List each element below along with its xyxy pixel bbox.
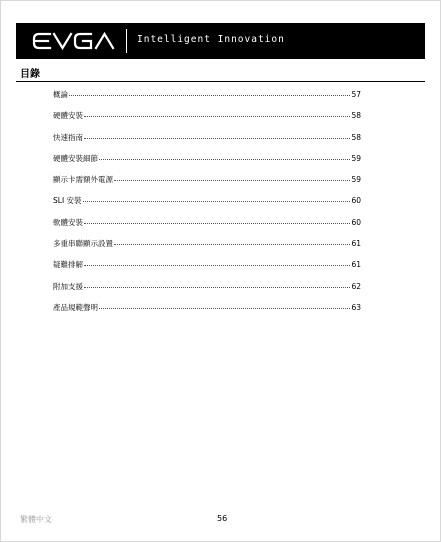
toc-entry-title: 附加支援	[53, 281, 83, 291]
dot-leader	[84, 116, 350, 117]
toc-entry-multi-display-setup[interactable]	[53, 238, 361, 259]
header-divider	[126, 29, 127, 53]
toc-entry-software-installation[interactable]	[53, 217, 361, 238]
dot-leader	[83, 201, 351, 202]
toc-entry-troubleshooting[interactable]	[53, 259, 361, 280]
toc-entry-page: 58	[351, 111, 361, 121]
dot-leader	[99, 308, 350, 309]
dot-leader	[69, 95, 350, 96]
toc-entry-title: 概論	[53, 90, 68, 99]
toc-entry-page: 60	[351, 217, 361, 227]
toc-entry-sli-installation[interactable]	[53, 195, 361, 216]
dot-leader	[84, 287, 350, 288]
toc-entry-title: 軟體安裝	[53, 217, 83, 227]
toc-entry-compliance-statement[interactable]	[53, 302, 361, 323]
toc-entry-page: 59	[351, 175, 361, 185]
toc-entry-page: 58	[351, 132, 361, 142]
toc-entry-page: 59	[351, 153, 361, 163]
toc-entry-page: 60	[351, 196, 361, 206]
toc-entry-overview[interactable]	[53, 89, 361, 110]
table-of-contents	[53, 89, 361, 323]
dot-leader	[99, 159, 350, 160]
toc-entry-page: 57	[351, 90, 361, 99]
toc-entry-title: 產品規範聲明	[53, 302, 98, 312]
dot-leader	[114, 180, 350, 181]
toc-entry-page: 62	[351, 281, 361, 291]
toc-entry-title: 多重串聯顯示設置	[53, 239, 113, 249]
toc-entry-title: 顯示卡需額外電源	[53, 175, 113, 185]
header-band	[16, 23, 425, 59]
toc-entry-page: 63	[351, 302, 361, 312]
toc-entry-title: 疑難排解	[53, 260, 83, 270]
dot-leader	[114, 244, 350, 245]
dot-leader	[84, 138, 350, 139]
footer-language: 繁體中文	[20, 515, 52, 524]
brand-tagline: Intelligent Innovation	[137, 34, 285, 45]
toc-heading: 目錄	[20, 69, 40, 80]
evga-logo	[32, 27, 116, 55]
dot-leader	[84, 223, 350, 224]
toc-entry-title: 硬體安裝細節	[53, 153, 98, 163]
toc-entry-page: 61	[351, 239, 361, 249]
toc-entry-hardware-installation-details[interactable]	[53, 153, 361, 174]
toc-entry-title: SLI 安裝	[53, 196, 82, 206]
toc-entry-hardware-installation[interactable]	[53, 110, 361, 131]
toc-entry-additional-support[interactable]	[53, 281, 361, 302]
toc-entry-title: 硬體安裝	[53, 111, 83, 121]
toc-entry-title: 快速指南	[53, 132, 83, 142]
toc-entry-page: 61	[351, 260, 361, 270]
footer-page-number: 56	[217, 514, 228, 523]
dot-leader	[84, 265, 350, 266]
toc-entry-quick-guide[interactable]	[53, 132, 361, 153]
toc-entry-external-power[interactable]	[53, 174, 361, 195]
heading-rule	[16, 81, 425, 82]
